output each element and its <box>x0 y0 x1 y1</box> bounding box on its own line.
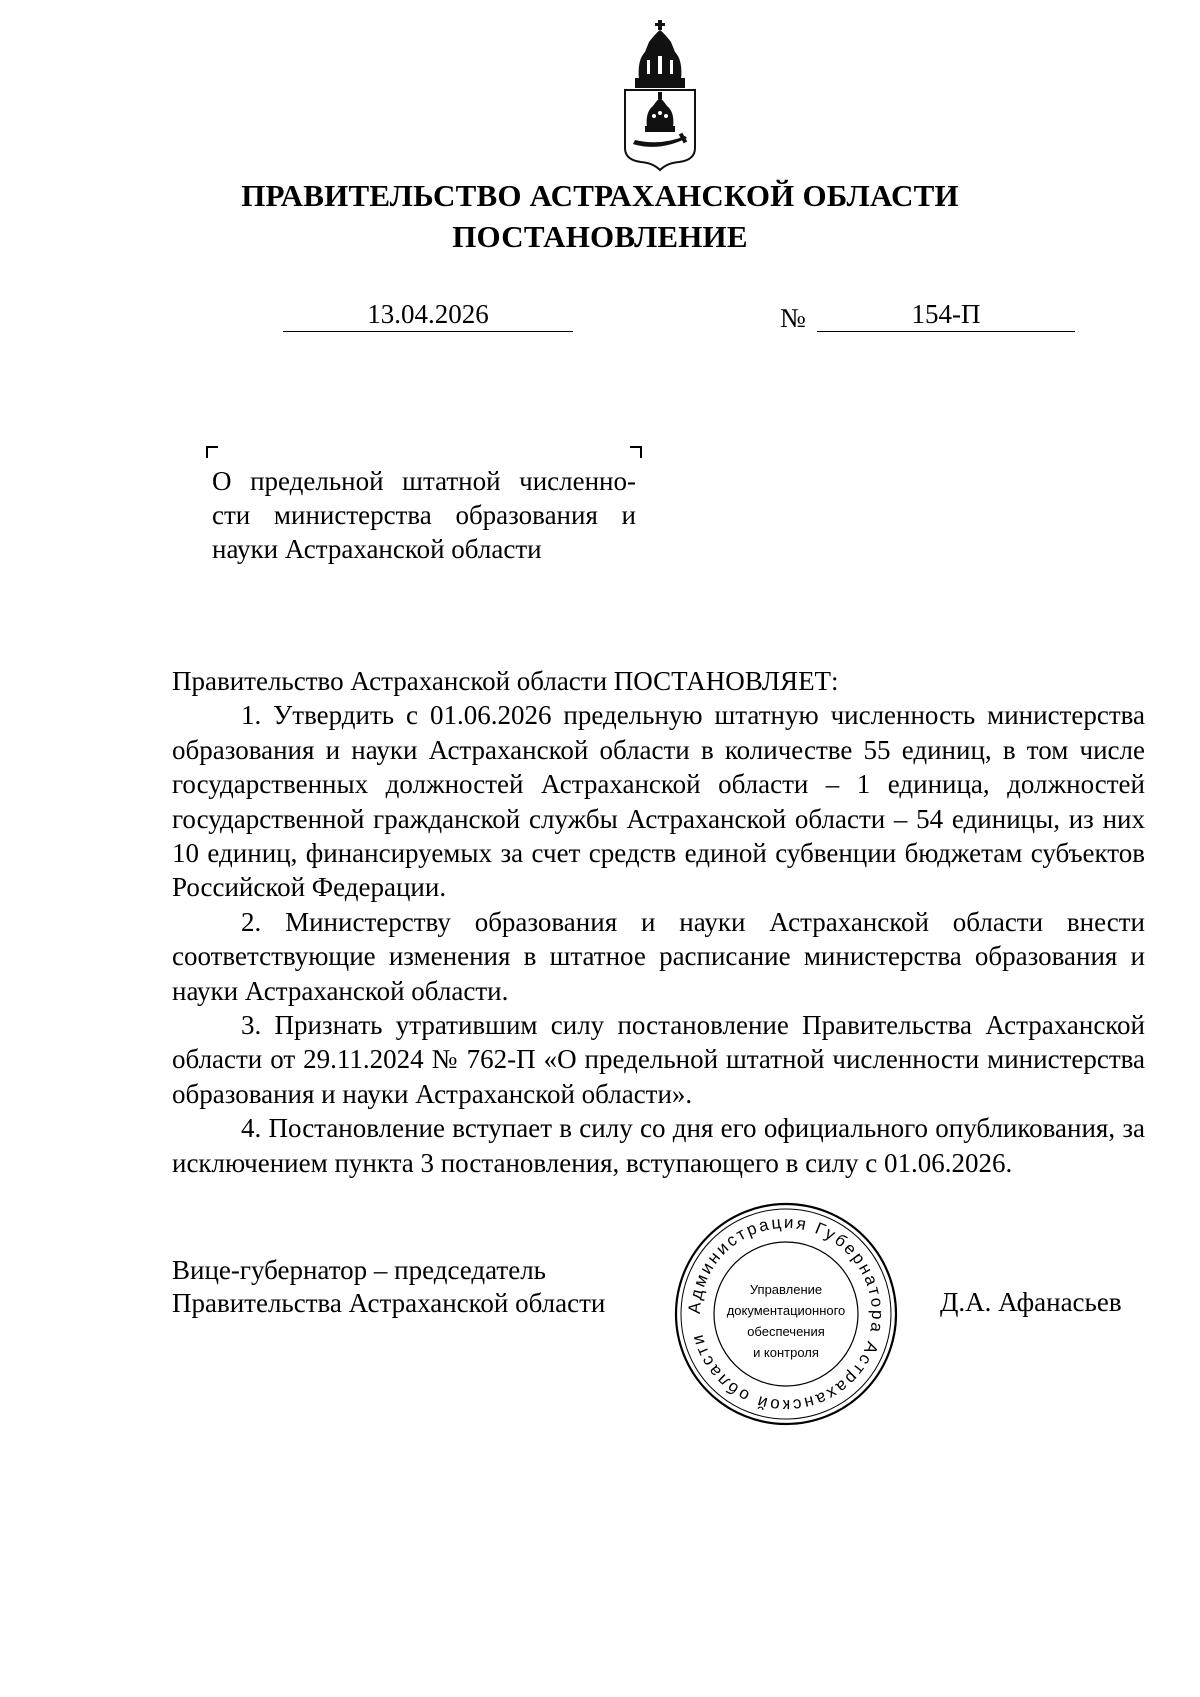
subject-line: О предельной штатной численно- <box>212 466 636 496</box>
stamp-ring-text: Администрация Губернатора Астраханской области <box>684 1212 888 1416</box>
stamp-center-line: и контроля <box>753 1345 819 1360</box>
subject-corner-right-mark <box>630 446 642 458</box>
document-date: 13.04.2026 <box>283 297 573 332</box>
stamp-center-line: документационного <box>726 1303 846 1318</box>
document-number: 154-П <box>817 297 1075 332</box>
signer-position-line: Вице-губернатор – председатель <box>172 1255 546 1285</box>
stamp-center-line: обеспечения <box>747 1324 825 1339</box>
resolution-item: 1. Утвердить с 01.06.2026 предельную штатную численность министерства образования и науки Астраханской области в количестве 55 единиц, в том числе государственных должностей Астраханской области – 1 единица, должностей государственной гражданской службы Астраханской области – 54 единицы, из них 10 единиц, финансируемых за счет средств единой субвенции бюджетам субъектов Российской Федерации. <box>172 700 1145 903</box>
resolution-item: 4. Постановление вступает в силу со дня его официального опубликования, за исключением пункта 3 постановления, вступающего в силу с 01.06.2026. <box>172 1113 1145 1178</box>
signer-position <box>172 1254 605 1320</box>
signer-position-line: Правительства Астраханской области <box>172 1288 606 1318</box>
document-subject <box>212 464 636 566</box>
signer-name: Д.А. Афанасьев <box>940 1287 1122 1317</box>
official-stamp <box>672 1200 900 1428</box>
subject-line: сти министерства образования и <box>212 500 636 530</box>
subject-corner-left-mark <box>206 446 218 458</box>
number-label: № <box>780 303 806 333</box>
astrakhan-coat-of-arms-icon <box>621 20 699 172</box>
resolution-intro: Правительство Астраханской области ПОСТАНОВЛЯЕТ: <box>172 666 839 696</box>
resolution-item: 2. Министерству образования и науки Астраханской области внести соответствующие изменения в штатное расписание министерства образования и науки Астраханской области. <box>172 906 1145 1006</box>
stamp-center-line: Управление <box>749 1282 823 1297</box>
document-type-heading: ПОСТАНОВЛЕНИЕ <box>452 219 748 254</box>
government-title: ПРАВИТЕЛЬСТВО АСТРАХАНСКОЙ ОБЛАСТИ <box>241 178 959 213</box>
resolution-item: 3. Признать утратившим силу постановление Правительства Астраханской области от 29.11.2024 № 762-П «О предельной штатной численности министерства образования и науки Астраханской области». <box>172 1010 1145 1109</box>
subject-line: науки Астраханской области <box>212 534 542 564</box>
document-body <box>172 664 1145 1180</box>
